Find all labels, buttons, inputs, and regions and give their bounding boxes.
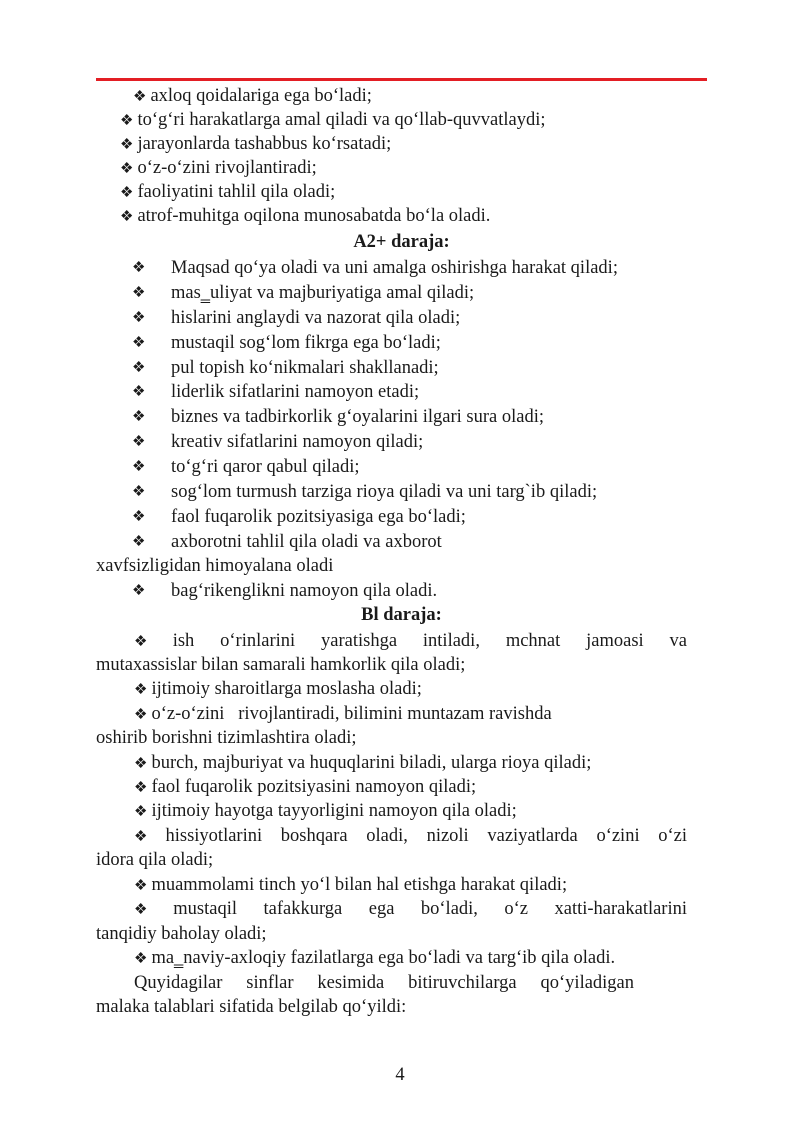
diamond-bullet-icon: ❖ <box>134 878 148 894</box>
list-item: biznes va tadbirkorlik g‘oyalarini ilgari sura oladi; <box>171 407 544 427</box>
section-heading-b1: Bl daraja: <box>361 605 442 625</box>
list-item: axborotni tahlil qila oladi va axborot <box>171 532 442 552</box>
list-item: ❖ hissiyotlarini boshqara oladi, nizoli vaziyatlarda o‘zini o‘zi <box>134 826 688 846</box>
diamond-bullet-icon: ❖ <box>134 902 170 918</box>
header-rule <box>96 78 707 81</box>
diamond-bullet-icon: ❖ <box>132 335 146 351</box>
list-item: ❖ axloq qoidalariga ega bo‘ladi; <box>133 86 372 106</box>
closing-paragraph-continuation: malaka talablari sifatida belgilab qo‘yildi: <box>96 997 407 1017</box>
diamond-bullet-icon: ❖ <box>132 384 146 400</box>
list-item-continuation: oshirib borishni tizimlashtira oladi; <box>96 728 357 748</box>
list-item: bag‘rikenglikni namoyon qila oladi. <box>171 581 438 601</box>
list-item: ❖ to‘g‘ri harakatlarga amal qiladi va qo‘llab-quvvatlaydi; <box>120 110 546 130</box>
list-item: ❖ faoliyatini tahlil qila oladi; <box>120 182 336 202</box>
list-item: mas‗uliyat va majburiyatiga amal qiladi; <box>171 283 475 303</box>
diamond-bullet-icon: ❖ <box>132 310 146 326</box>
diamond-bullet-icon: ❖ <box>134 804 148 820</box>
diamond-bullet-icon: ❖ <box>132 534 146 550</box>
list-item: pul topish ko‘nikmalari shakllanadi; <box>171 358 439 378</box>
list-item: ❖ burch, majburiyat va huquqlarini biladi, ularga rioya qiladi; <box>134 753 592 773</box>
diamond-bullet-icon: ❖ <box>132 285 146 301</box>
diamond-bullet-icon: ❖ <box>120 209 134 225</box>
diamond-bullet-icon: ❖ <box>132 434 146 450</box>
diamond-bullet-icon: ❖ <box>132 459 146 475</box>
list-item: liderlik sifatlarini namoyon etadi; <box>171 382 420 402</box>
closing-paragraph: Quyidagilar sinflar kesimida bitiruvchilarga qo‘yiladigan <box>134 973 635 993</box>
diamond-bullet-icon: ❖ <box>132 583 146 599</box>
list-item: ❖ o‘z-o‘zini rivojlantiradi, bilimini muntazam ravishda <box>134 704 552 724</box>
list-item: ❖ ijtimoiy hayotga tayyorligini namoyon qila oladi; <box>134 801 517 821</box>
diamond-bullet-icon: ❖ <box>120 113 134 129</box>
diamond-bullet-icon: ❖ <box>120 137 134 153</box>
diamond-bullet-icon: ❖ <box>132 509 146 525</box>
list-item: ❖ faol fuqarolik pozitsiyasini namoyon qiladi; <box>134 777 477 797</box>
list-item: ❖ mustaqil tafakkurga ega bo‘ladi, o‘z xatti-harakatlarini <box>134 899 688 919</box>
list-item: mustaqil sog‘lom fikrga ega bo‘ladi; <box>171 333 441 353</box>
list-item: Maqsad qo‘ya oladi va uni amalga oshirishga harakat qiladi; <box>171 258 618 278</box>
list-item-continuation: tanqidiy baholay oladi; <box>96 924 267 944</box>
diamond-bullet-icon: ❖ <box>120 185 134 201</box>
list-item: faol fuqarolik pozitsiyasiga ega bo‘ladi; <box>171 507 466 527</box>
diamond-bullet-icon: ❖ <box>134 682 148 698</box>
diamond-bullet-icon: ❖ <box>132 360 146 376</box>
page-number: 4 <box>395 1065 405 1085</box>
list-item: ❖ ish o‘rinlarini yaratishga intiladi, mchnat jamoasi va <box>134 631 687 651</box>
list-item: ❖ jarayonlarda tashabbus ko‘rsatadi; <box>120 134 392 154</box>
diamond-bullet-icon: ❖ <box>132 484 146 500</box>
list-item-continuation: xavfsizligidan himoyalana oladi <box>96 556 334 576</box>
diamond-bullet-icon: ❖ <box>134 951 148 967</box>
diamond-bullet-icon: ❖ <box>134 829 162 845</box>
list-item: to‘g‘ri qaror qabul qiladi; <box>171 457 360 477</box>
diamond-bullet-icon: ❖ <box>134 780 148 796</box>
diamond-bullet-icon: ❖ <box>134 756 148 772</box>
diamond-bullet-icon: ❖ <box>120 161 134 177</box>
list-item: sog‘lom turmush tarziga rioya qiladi va uni targ`ib qiladi; <box>171 482 598 502</box>
list-item-continuation: mutaxassislar bilan samarali hamkorlik qila oladi; <box>96 655 466 675</box>
list-item-continuation: idora qila oladi; <box>96 850 214 870</box>
diamond-bullet-icon: ❖ <box>132 260 146 276</box>
list-item: ❖ ma‗naviy-axloqiy fazilatlarga ega bo‘ladi va targ‘ib qila oladi. <box>134 948 616 968</box>
diamond-bullet-icon: ❖ <box>132 409 146 425</box>
diamond-bullet-icon: ❖ <box>133 89 147 105</box>
diamond-bullet-icon: ❖ <box>134 707 148 723</box>
section-heading-a2: A2+ daraja: <box>353 232 450 252</box>
list-item: ❖ o‘z-o‘zini rivojlantiradi; <box>120 158 317 178</box>
list-item: hislarini anglaydi va nazorat qila oladi; <box>171 308 461 328</box>
list-item: ❖ atrof-muhitga oqilona munosabatda bo‘la oladi. <box>120 206 491 226</box>
list-item: kreativ sifatlarini namoyon qiladi; <box>171 432 424 452</box>
list-item: ❖ muammolami tinch yo‘l bilan hal etishga harakat qiladi; <box>134 875 568 895</box>
diamond-bullet-icon: ❖ <box>134 634 169 650</box>
list-item: ❖ ijtimoiy sharoitlarga moslasha oladi; <box>134 679 422 699</box>
